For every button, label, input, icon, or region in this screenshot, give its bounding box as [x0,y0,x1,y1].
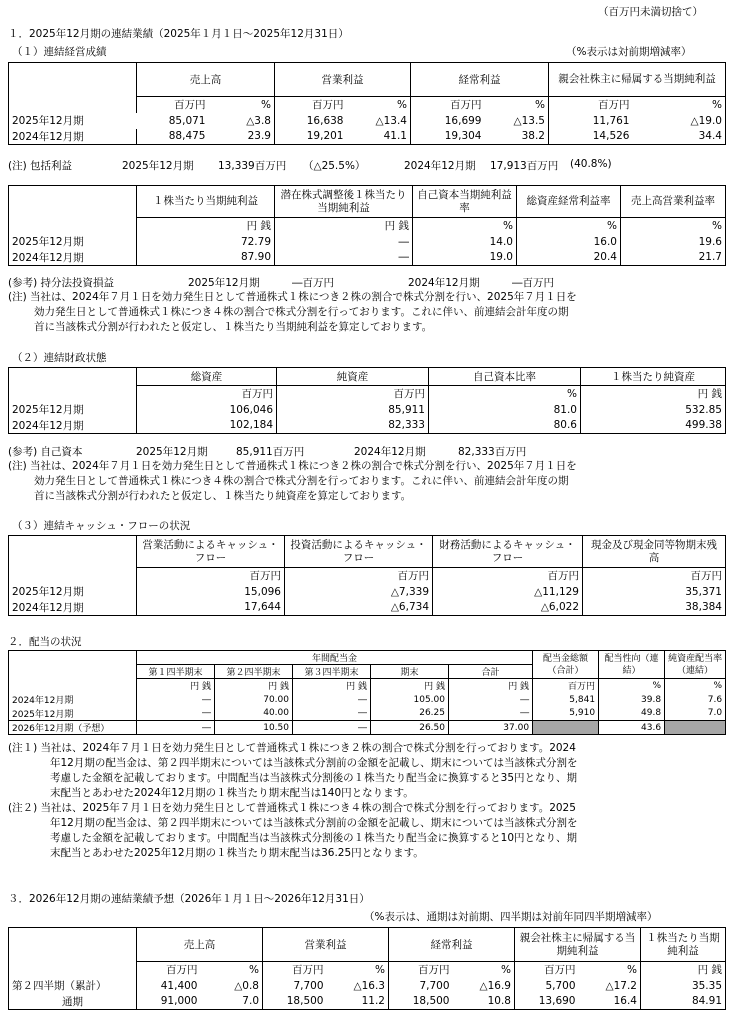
cell: ― [275,234,413,250]
row-label: 2025年12月期 [9,584,137,600]
cell: 14.0 [413,234,517,250]
dividend-note-2 [8,801,577,861]
split-note-1 [8,290,577,335]
cell: △13.4 [375,114,407,127]
unit-cell: 円 銭 [581,386,726,402]
dividend-note-1 [8,741,577,801]
section2-heading: ２．配当の状況 [8,636,82,648]
section3-heading: ３．2026年12月期の連結業績予想（2026年１月１日～2026年12月31日） [8,893,370,905]
row-label: 2024年12月期 [9,600,137,616]
note-line: (注) 当社は、2024年７月１日を効力発生日として普通株式１株につき２株の割合で株式分割を行い、2025年７月１日を [8,291,577,303]
cell: 11,761 [549,113,633,129]
cell: ― [293,707,371,721]
unit-cell: 百万円 [137,962,201,978]
cell: 35,371 [583,584,726,600]
cashflow-table [8,535,726,616]
sub1-heading: （１）連結経営成績 [12,46,107,58]
annual-dividend-header: 年間配当金 [137,651,533,665]
col-header: 営業利益 [263,928,389,962]
cell: 19,201 [275,129,347,145]
unit-cell: % [201,962,263,978]
unit-cell: 円 銭 [137,218,275,234]
cell: 19.6 [621,234,726,250]
table-row [9,994,726,1010]
cell: ― [137,707,215,721]
cell: 106,046 [137,402,277,418]
unit-cell: % [599,679,665,693]
forecast-pct-note: （%表示は、通期は対前期、四半期は対前年同四半期増減率） [364,911,658,923]
col-header: 経常利益 [389,928,515,962]
table-row [9,402,726,418]
unit-cell: % [347,97,411,113]
unit-cell: 円 銭 [371,679,449,693]
col-header: 期末 [371,665,449,679]
cell: △11,129 [433,584,583,600]
cell: 84.91 [641,994,726,1010]
cell: 43.6 [599,721,665,735]
row-label: 第２四半期（累計） [9,978,137,994]
cell: 21.7 [621,250,726,266]
col-header: 自己資本当期純利益率 [413,186,517,218]
unit-cell: 百万円 [533,679,599,693]
cell: ― [275,250,413,266]
unit-cell: 百万円 [583,568,726,584]
note-line: 首に当該株式分割が行われたと仮定し、１株当たり純資産を算定しております。 [34,490,412,502]
cell: 72.79 [137,234,275,250]
cell: △6,734 [285,600,433,616]
unit-cell: % [327,962,389,978]
cell: △6,022 [433,600,583,616]
cell: 5,910 [533,707,599,721]
note-line: 効力発生日として普通株式１株につき４株の割合で株式分割を行っております。これに伴い、前連結会計年度の期 [34,475,569,487]
unit-cell: % [413,218,517,234]
comp-income-value: 17,913百万円 [490,160,559,172]
cell: 19,304 [411,129,485,145]
col-header: １株当たり純資産 [581,368,726,386]
equity-value: 85,911百万円 [236,446,305,458]
cell: △3.8 [246,114,271,127]
cell: 14,526 [549,129,633,145]
row-label: 2025年12月期 [9,234,137,250]
cell: 20.4 [517,250,621,266]
forecast-table [8,927,726,1010]
equity-year: 2024年12月期 [354,446,426,458]
cell: 23.9 [209,129,275,145]
col-header: 投資活動によるキャッシュ・フロー [285,536,433,568]
col-header: 第１四半期末 [137,665,215,679]
cell: 41,400 [137,978,201,994]
cell: 7.0 [665,707,726,721]
equity-method-label: (参考) 持分法投資損益 [8,277,115,289]
cell: 88,475 [137,129,209,145]
cell: 10.8 [453,994,515,1010]
cell-shaded [533,721,599,735]
col-header: 経常利益 [411,63,549,97]
unit-cell: 百万円 [389,962,453,978]
cell: 16.4 [579,994,641,1010]
cell: 15,096 [137,584,285,600]
col-header: 純資産配当率（連結） [665,651,726,679]
table-row [9,584,726,600]
col-header: 配当金総額（合計） [533,651,599,679]
row-label: 2025年12月期 [9,402,137,418]
cell: 38,384 [583,600,726,616]
unit-cell: 百万円 [277,386,429,402]
cell: 85,071 [168,114,206,127]
cell: △16.9 [453,978,515,994]
table-row [9,707,726,721]
cell: 26.25 [371,707,449,721]
cell: 35.35 [641,978,726,994]
unit-cell: 円 銭 [293,679,371,693]
cell: △16.3 [327,978,389,994]
equity-method-year: 2025年12月期 [188,277,260,289]
unit-cell: % [453,962,515,978]
cell: 18,500 [263,994,327,1010]
unit-cell: % [485,97,549,113]
table-row [9,250,726,266]
row-label: 2025年12月期 [9,707,137,721]
dividend-table [8,650,726,735]
cell: 7.0 [201,994,263,1010]
col-header: 潜在株式調整後１株当たり当期純利益 [275,186,413,218]
cell: 16,699 [411,113,485,129]
col-header: 合計 [449,665,533,679]
row-label: 2024年12月期 [9,418,137,434]
cell: 7.6 [665,693,726,707]
unit-cell: % [621,218,726,234]
cell: 91,000 [137,994,201,1010]
row-label: 2025年12月期 [9,113,137,129]
unit-cell: 円 銭 [641,962,726,978]
unit-cell: 円 銭 [215,679,293,693]
unit-cell: % [429,386,581,402]
col-header: 財務活動によるキャッシュ・フロー [433,536,583,568]
cell: 85,911 [277,402,429,418]
col-header: 現金及び現金同等物期末残高 [583,536,726,568]
equity-label: (参考) 自己資本 [8,446,83,458]
cell: △13.5 [513,114,545,127]
note-line: 末配当とあわせた2024年12月期の１株当たり期末配当は140円となります。 [50,787,414,799]
cell: 41.1 [347,129,411,145]
cell: 10.50 [215,721,293,735]
unit-cell: 百万円 [275,97,347,113]
unit-cell: 百万円 [433,568,583,584]
unit-cell: % [665,679,726,693]
cell: ― [137,721,215,735]
col-header: 第３四半期末 [293,665,371,679]
cell: 13,690 [515,994,579,1010]
unit-cell: 百万円 [137,568,285,584]
note-line: 考慮した金額を記載しております。中間配当は当該株式分割後の１株当たり配当金に換算すると10円となり、期 [50,832,578,844]
table-row [9,418,726,434]
comp-income-year: 2024年12月期 [404,160,476,172]
cell: 81.0 [429,402,581,418]
note-line: (注２) 当社は、2025年７月１日を効力発生日として普通株式１株につき４株の割合で株式分割を行っております。2025 [8,802,576,814]
col-header: 配当性向（連結） [599,651,665,679]
cell: 49.8 [599,707,665,721]
col-header: 親会社株主に帰属する当期純利益 [515,928,641,962]
cell: ― [449,707,533,721]
cell: △19.0 [633,113,726,129]
table-row [9,600,726,616]
table-row [9,129,726,145]
comp-income-year: 2025年12月期 [122,160,194,172]
unit-cell: % [517,218,621,234]
col-header: 売上高 [137,63,275,97]
cell: 87.90 [137,250,275,266]
equity-method-year: 2024年12月期 [408,277,480,289]
cell: 7,700 [389,978,453,994]
row-label: 2024年12月期 [9,129,137,145]
unit-cell: 円 銭 [449,679,533,693]
unit-cell: 百万円 [411,97,485,113]
financial-position-table [8,367,726,434]
note-line: (注１) 当社は、2024年７月１日を効力発生日として普通株式１株につき２株の割合で株式分割を行っております。2024 [8,742,576,754]
cell: 80.6 [429,418,581,434]
sub2-heading: （２）連結財政状態 [12,352,107,364]
cell: 17,644 [137,600,285,616]
table-row [9,693,726,707]
cell: 26.50 [371,721,449,735]
col-header: １株当たり当期純利益 [137,186,275,218]
unit-cell: 百万円 [515,962,579,978]
table-row [9,113,726,129]
note-line: 末配当とあわせた2025年12月期の１株当たり期末配当は36.25円となります。 [50,847,424,859]
col-header: 第２四半期末 [215,665,293,679]
col-header: 総資産 [137,368,277,386]
note-line: 年12月期の配当金は、第２四半期末については当該株式分割前の金額を記載し、期末については当該株式分割を [50,817,578,829]
col-header: １株当たり当期純利益 [641,928,726,962]
note-line: 首に当該株式分割が行われたと仮定し、１株当たり当期純利益を算定しております。 [34,321,433,333]
col-header: 純資産 [277,368,429,386]
comp-income-pct: (40.8%) [570,158,612,170]
unit-cell: % [209,97,275,113]
cell: 5,700 [515,978,579,994]
equity-value: 82,333百万円 [458,446,527,458]
table-row [9,721,726,735]
cell: 40.00 [215,707,293,721]
unit-cell: 百万円 [137,386,277,402]
cell: 102,184 [137,418,277,434]
unit-cell: % [633,97,726,113]
unit-cell: 百万円 [263,962,327,978]
results-table [8,62,726,145]
unit-cell: 百万円 [285,568,433,584]
comp-income-value: 13,339百万円 [218,160,287,172]
cell: 16.0 [517,234,621,250]
per-share-table [8,185,726,266]
unit-cell: 百万円 [137,97,209,113]
cell: 18,500 [389,994,453,1010]
cell: 5,841 [533,693,599,707]
cell: 34.4 [633,129,726,145]
row-label: 2024年12月期 [9,250,137,266]
cell: 19.0 [413,250,517,266]
col-header: 売上高 [137,928,263,962]
cell: ― [137,693,215,707]
col-header: 営業活動によるキャッシュ・フロー [137,536,285,568]
cell: ― [293,721,371,735]
col-header: 売上高営業利益率 [621,186,726,218]
section1-heading: １．2025年12月期の連結業績（2025年１月１日～2025年12月31日） [8,28,349,40]
unit-cell: % [579,962,641,978]
note-line: (注) 当社は、2024年７月１日を効力発生日として普通株式１株につき２株の割合で株式分割を行い、2025年７月１日を [8,460,577,472]
unit-cell: 円 銭 [137,679,215,693]
comp-income-pct: （△25.5%） [303,160,366,172]
cell: 70.00 [215,693,293,707]
col-header: 営業利益 [275,63,411,97]
unit-cell: 百万円 [549,97,633,113]
unit-cell: 円 銭 [275,218,413,234]
cell: △0.8 [201,978,263,994]
equity-method-value: ―百万円 [292,277,334,289]
cell: △7,339 [285,584,433,600]
row-label: 通期 [9,994,137,1010]
note-line: 年12月期の配当金は、第２四半期末については当該株式分割前の金額を記載し、期末については当該株式分割を [50,757,578,769]
comp-income-label: (注) 包括利益 [8,160,73,172]
table-row [9,978,726,994]
cell: 37.00 [449,721,533,735]
cell: 11.2 [327,994,389,1010]
cell: ― [293,693,371,707]
cell: 499.38 [581,418,726,434]
cell: 82,333 [277,418,429,434]
row-label: 2024年12月期 [9,693,137,707]
cell: 105.00 [371,693,449,707]
cell: △17.2 [579,978,641,994]
cell-shaded [665,721,726,735]
col-header: 自己資本比率 [429,368,581,386]
table-row [9,234,726,250]
row-label: 2026年12月期（予想） [9,721,137,735]
cell: ― [449,693,533,707]
cell: 532.85 [581,402,726,418]
col-header: 総資産経常利益率 [517,186,621,218]
sub1-pct-note: （%表示は対前期増減率） [566,46,692,58]
unit-note: （百万円未満切捨て） [598,6,703,18]
sub3-heading: （３）連結キャッシュ・フローの状況 [12,520,191,532]
note-line: 効力発生日として普通株式１株につき４株の割合で株式分割を行っております。これに伴い、前連結会計年度の期 [34,306,569,318]
note-line: 考慮した金額を記載しております。中間配当は当該株式分割後の１株当たり配当金に換算すると35円となり、期 [50,772,578,784]
cell: 38.2 [485,129,549,145]
cell: 7,700 [263,978,327,994]
cell: 39.8 [599,693,665,707]
cell: 16,638 [275,113,347,129]
split-note-2 [8,459,577,504]
equity-year: 2025年12月期 [136,446,208,458]
equity-method-value: ―百万円 [512,277,554,289]
col-header: 親会社株主に帰属する当期純利益 [549,63,726,97]
